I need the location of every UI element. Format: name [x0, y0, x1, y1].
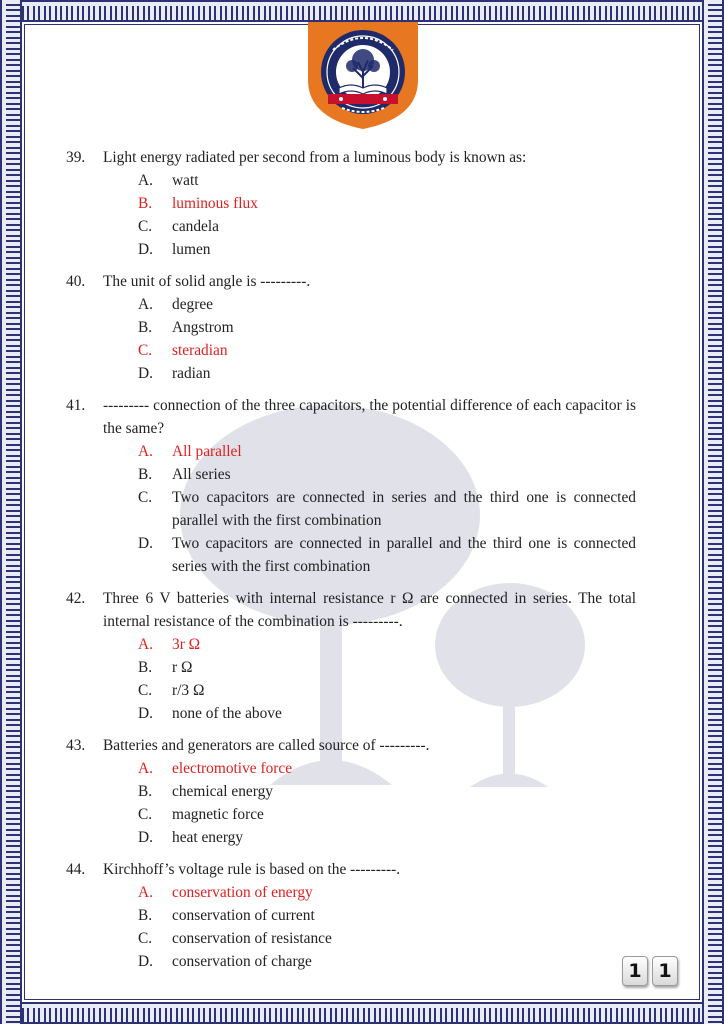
question-text: Batteries and generators are called source of ---------.: [103, 737, 430, 754]
question-item: [66, 734, 636, 849]
option-text: lumen: [172, 241, 211, 258]
question-stem: [66, 394, 636, 440]
question-number: 44.: [66, 861, 86, 878]
decorative-border-right: [702, 0, 724, 1024]
option-letter: A.: [138, 884, 153, 901]
question-item: [66, 146, 636, 261]
option-letter: C.: [138, 806, 153, 823]
option-letter: A.: [138, 443, 153, 460]
option-list: [138, 633, 636, 725]
page-number-digit: 1: [622, 956, 648, 986]
option-text: 3r Ω: [172, 636, 201, 653]
option-letter: A.: [138, 172, 153, 189]
option-text: steradian: [172, 342, 228, 359]
option-list: [138, 293, 636, 385]
option-letter: C.: [138, 930, 153, 947]
option-text: conservation of energy: [172, 884, 313, 901]
option-text: r Ω: [172, 659, 193, 676]
question-item: [66, 858, 636, 973]
answer-option: [138, 780, 636, 803]
option-text: radian: [172, 365, 211, 382]
option-letter: D.: [138, 535, 153, 552]
option-letter: C.: [138, 489, 153, 506]
answer-option: [138, 362, 636, 385]
option-letter: A.: [138, 296, 153, 313]
answer-option: [138, 293, 636, 316]
question-list: [66, 146, 636, 982]
question-text: Kirchhoff’s voltage rule is based on the ---------.: [103, 861, 401, 878]
option-letter: B.: [138, 783, 153, 800]
option-letter: C.: [138, 342, 153, 359]
option-letter: B.: [138, 907, 153, 924]
answer-option: [138, 904, 636, 927]
option-letter: D.: [138, 829, 153, 846]
answer-option: [138, 679, 636, 702]
option-letter: D.: [138, 705, 153, 722]
answer-option: [138, 463, 636, 486]
option-letter: C.: [138, 218, 153, 235]
answer-option: [138, 169, 636, 192]
option-text: All parallel: [172, 443, 242, 460]
answer-option: [138, 532, 636, 578]
option-text: electromotive force: [172, 760, 293, 777]
question-stem: [66, 587, 636, 633]
option-letter: B.: [138, 659, 153, 676]
question-text: --------- connection of the three capacitors, the potential difference of each capacitor is the same?: [103, 397, 636, 437]
option-text: All series: [172, 466, 231, 483]
decorative-border-left: [0, 0, 22, 1024]
option-letter: D.: [138, 365, 153, 382]
answer-option: [138, 316, 636, 339]
page-number: [622, 956, 678, 986]
option-list: [138, 881, 636, 973]
option-text: candela: [172, 218, 219, 235]
answer-option: [138, 927, 636, 950]
option-text: luminous flux: [172, 195, 258, 212]
answer-option: [138, 215, 636, 238]
option-text: Two capacitors are connected in series and the third one is connected parallel with the first combination: [172, 489, 636, 529]
option-text: none of the above: [172, 705, 282, 722]
option-text: watt: [172, 172, 199, 189]
question-number: 41.: [66, 397, 86, 414]
answer-option: [138, 950, 636, 973]
answer-option-correct: [138, 633, 636, 656]
option-letter: A.: [138, 636, 153, 653]
answer-option: [138, 656, 636, 679]
question-number: 42.: [66, 590, 86, 607]
option-text: degree: [172, 296, 214, 313]
option-text: r/3 Ω: [172, 682, 205, 699]
answer-option-correct: [138, 881, 636, 904]
question-stem: [66, 858, 636, 881]
page-number-digit: 1: [652, 956, 678, 986]
answer-option-correct: [138, 339, 636, 362]
option-list: [138, 440, 636, 578]
option-letter: B.: [138, 195, 153, 212]
question-number: 40.: [66, 273, 86, 290]
question-text: Light energy radiated per second from a luminous body is known as:: [103, 149, 527, 166]
option-letter: A.: [138, 760, 153, 777]
question-text: Three 6 V batteries with internal resistance r Ω are connected in series. The total internal resistance of the combination is ---------.: [103, 590, 636, 630]
option-letter: C.: [138, 682, 153, 699]
answer-option-correct: [138, 440, 636, 463]
option-text: conservation of current: [172, 907, 315, 924]
option-list: [138, 757, 636, 849]
option-letter: B.: [138, 466, 153, 483]
answer-option-correct: [138, 192, 636, 215]
question-item: [66, 394, 636, 578]
answer-option: [138, 826, 636, 849]
question-stem: [66, 146, 636, 169]
option-text: chemical energy: [172, 783, 273, 800]
option-text: conservation of resistance: [172, 930, 332, 947]
question-stem: [66, 734, 636, 757]
decorative-border-top: [0, 0, 724, 22]
decorative-border-bottom: [0, 1002, 724, 1024]
question-item: [66, 587, 636, 725]
option-text: heat energy: [172, 829, 244, 846]
answer-option: [138, 702, 636, 725]
option-text: conservation of charge: [172, 953, 312, 970]
option-text: Angstrom: [172, 319, 234, 336]
option-letter: D.: [138, 241, 153, 258]
question-number: 39.: [66, 149, 86, 166]
answer-option: [138, 486, 636, 532]
question-text: The unit of solid angle is ---------.: [103, 273, 311, 290]
option-letter: B.: [138, 319, 153, 336]
option-text: Two capacitors are connected in parallel and the third one is connected series with the first combination: [172, 535, 636, 575]
option-list: [138, 169, 636, 261]
option-letter: D.: [138, 953, 153, 970]
question-item: [66, 270, 636, 385]
question-number: 43.: [66, 737, 86, 754]
question-stem: [66, 270, 636, 293]
answer-option-correct: [138, 757, 636, 780]
answer-option: [138, 803, 636, 826]
option-text: magnetic force: [172, 806, 264, 823]
school-emblem-tree-book-icon: [306, 22, 420, 130]
answer-option: [138, 238, 636, 261]
